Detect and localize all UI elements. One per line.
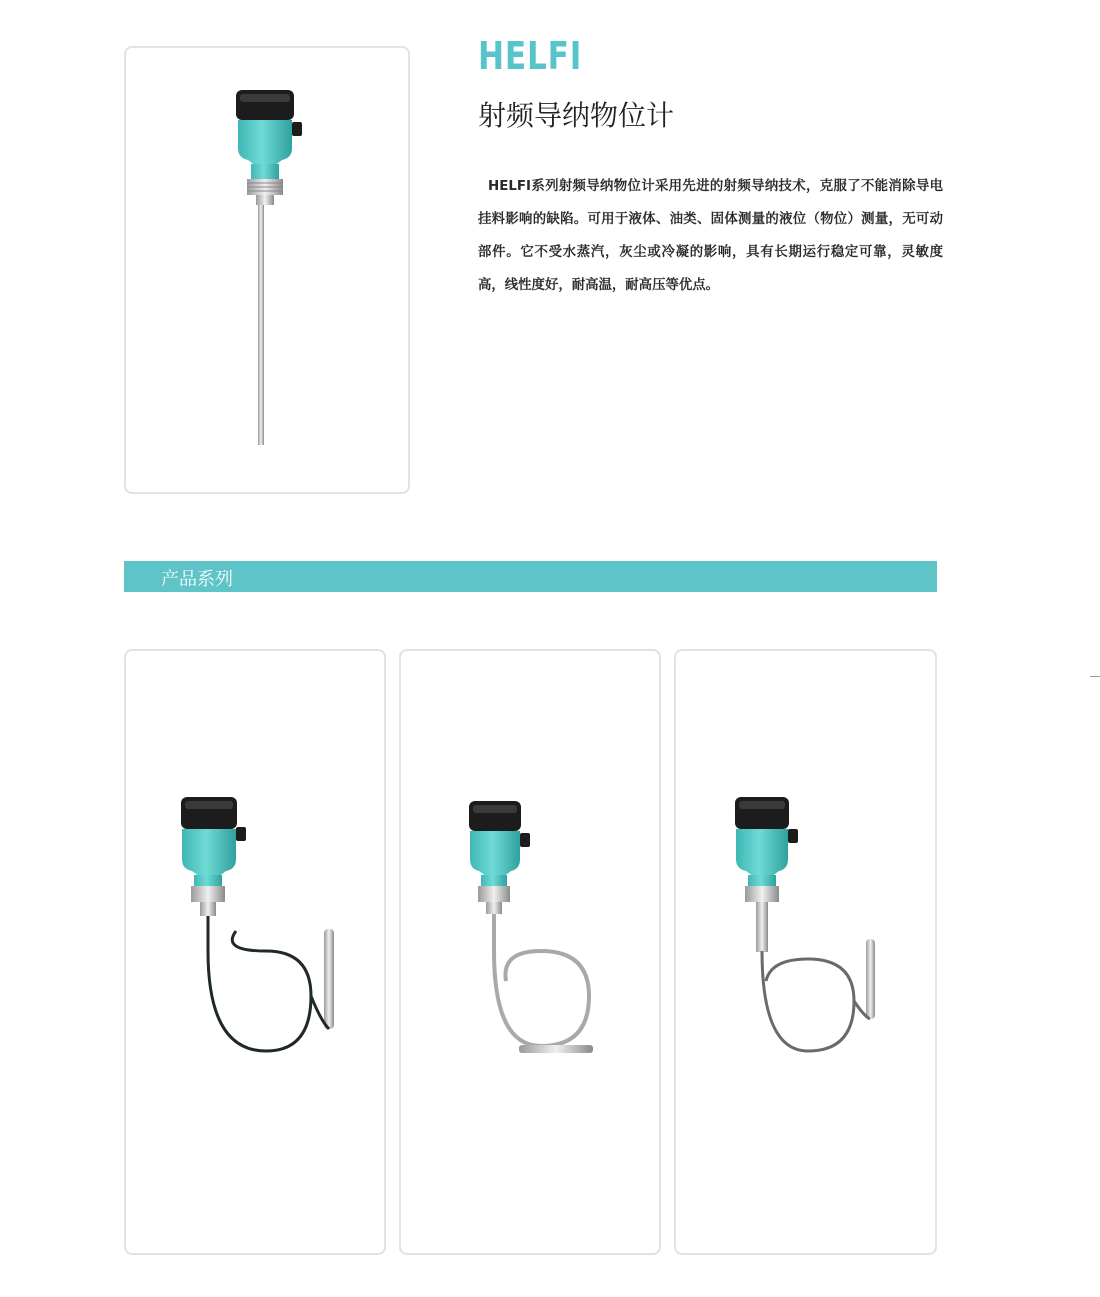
page-edge-mark (1090, 676, 1100, 677)
rod-probe-level-meter-icon (126, 48, 412, 496)
product-series-label: 产品系列 (161, 569, 233, 590)
product-series-bar (124, 561, 937, 592)
product-card-silver-cable (399, 649, 661, 1255)
black-cable-probe-level-meter-icon (126, 651, 388, 1257)
brand-title: HELFI (478, 34, 583, 78)
product-title: 射频导纳物位计 (478, 99, 675, 132)
product-card-gray-cable (674, 649, 937, 1255)
hero-product-card (124, 46, 410, 494)
product-card-black-cable (124, 649, 386, 1255)
gray-cable-probe-level-meter-icon (676, 651, 939, 1257)
silver-cable-probe-level-meter-icon (401, 651, 663, 1257)
product-description: HELFI系列射频导纳物位计采用先进的射频导纳技术，克服了不能消除导电挂料影响的缺陷。可用于液体、油类、固体测量的液位（物位）测量，无可动部件。它不受水蒸汽，灰尘或冷凝的影响，具有长期运行稳定可靠，灵敏度高，线性度好，耐高温，耐高压等优点。 (478, 179, 943, 293)
